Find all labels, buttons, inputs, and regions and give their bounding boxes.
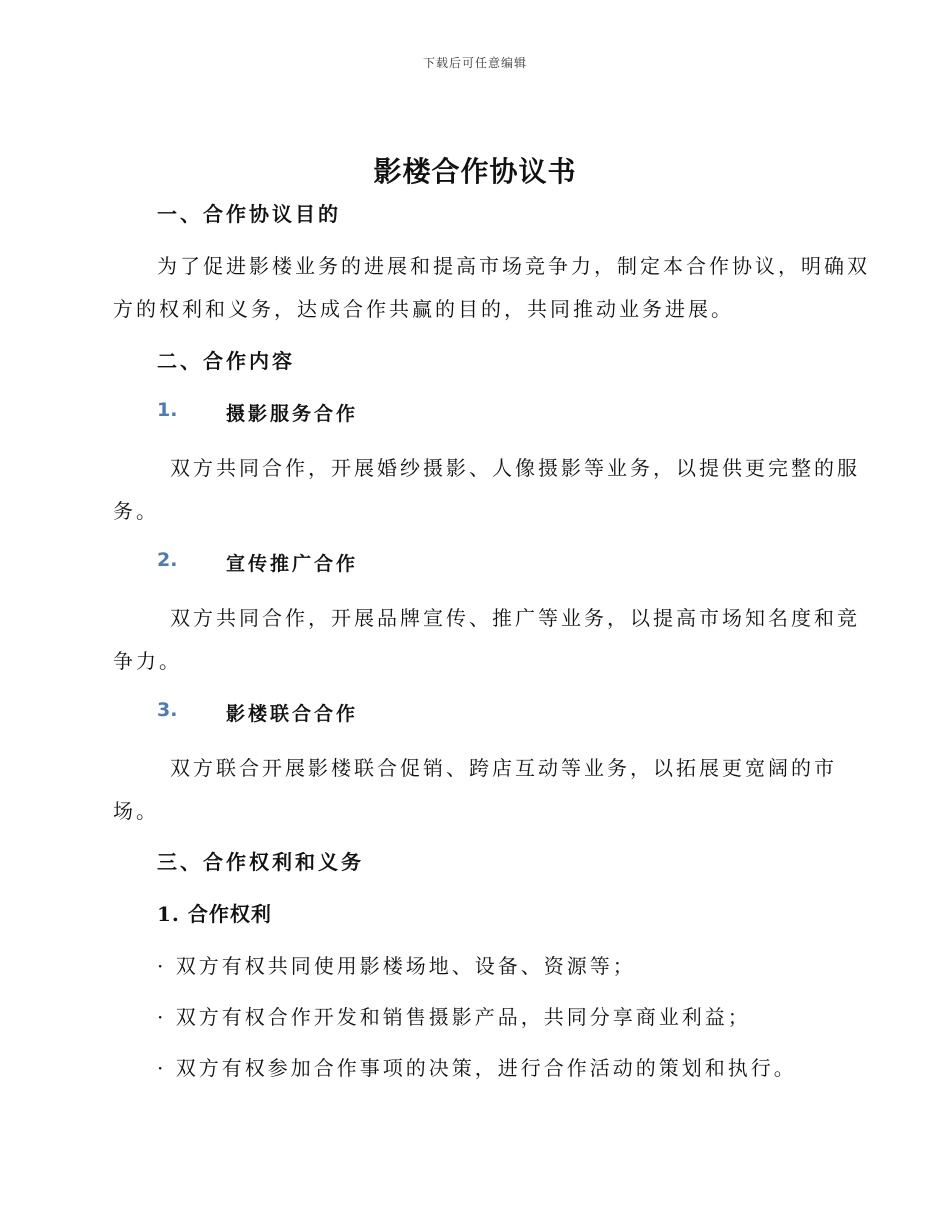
item-number: 1. xyxy=(157,399,178,421)
paragraph-line: 双方联合开展影楼联合促销、跨店互动等业务，以拓展更宽阔的市 xyxy=(170,756,837,780)
paragraph-line: 为了促进影楼业务的进展和提高市场竞争力，制定本合作协议，明确双 xyxy=(157,254,870,278)
section-heading-rights: 三、合作权利和义务 xyxy=(157,850,364,874)
header-note: 下载后可任意编辑 xyxy=(422,56,527,70)
paragraph-line: 双方共同合作，开展品牌宣传、推广等业务，以提高市场知名度和竞 xyxy=(170,606,860,630)
subheading-rights: 1. 合作权利 xyxy=(157,902,272,926)
paragraph-line: 场。 xyxy=(113,799,159,823)
list-item: · 双方有权参加合作事项的决策，进行合作活动的策划和执行。 xyxy=(157,1056,797,1080)
paragraph-line: 双方共同合作，开展婚纱摄影、人像摄影等业务，以提供更完整的服 xyxy=(170,456,860,480)
list-item: · 双方有权合作开发和销售摄影产品，共同分享商业利益； xyxy=(157,1005,751,1029)
paragraph-line: 争力。 xyxy=(113,649,182,673)
list-item: · 双方有权共同使用影楼场地、设备、资源等； xyxy=(157,954,636,978)
item-number: 2. xyxy=(157,549,178,571)
paragraph-line: 务。 xyxy=(113,499,159,523)
item-title: 影楼联合合作 xyxy=(226,703,359,725)
paragraph-line: 方的权利和义务，达成合作共赢的目的，共同推动业务进展。 xyxy=(113,297,734,321)
item-title: 摄影服务合作 xyxy=(226,403,359,425)
section-heading-content: 二、合作内容 xyxy=(157,349,295,373)
section-heading-purpose: 一、合作协议目的 xyxy=(157,202,341,226)
document-title: 影楼合作协议书 xyxy=(373,155,577,188)
item-number: 3. xyxy=(157,699,178,721)
item-title: 宣传推广合作 xyxy=(226,553,359,575)
